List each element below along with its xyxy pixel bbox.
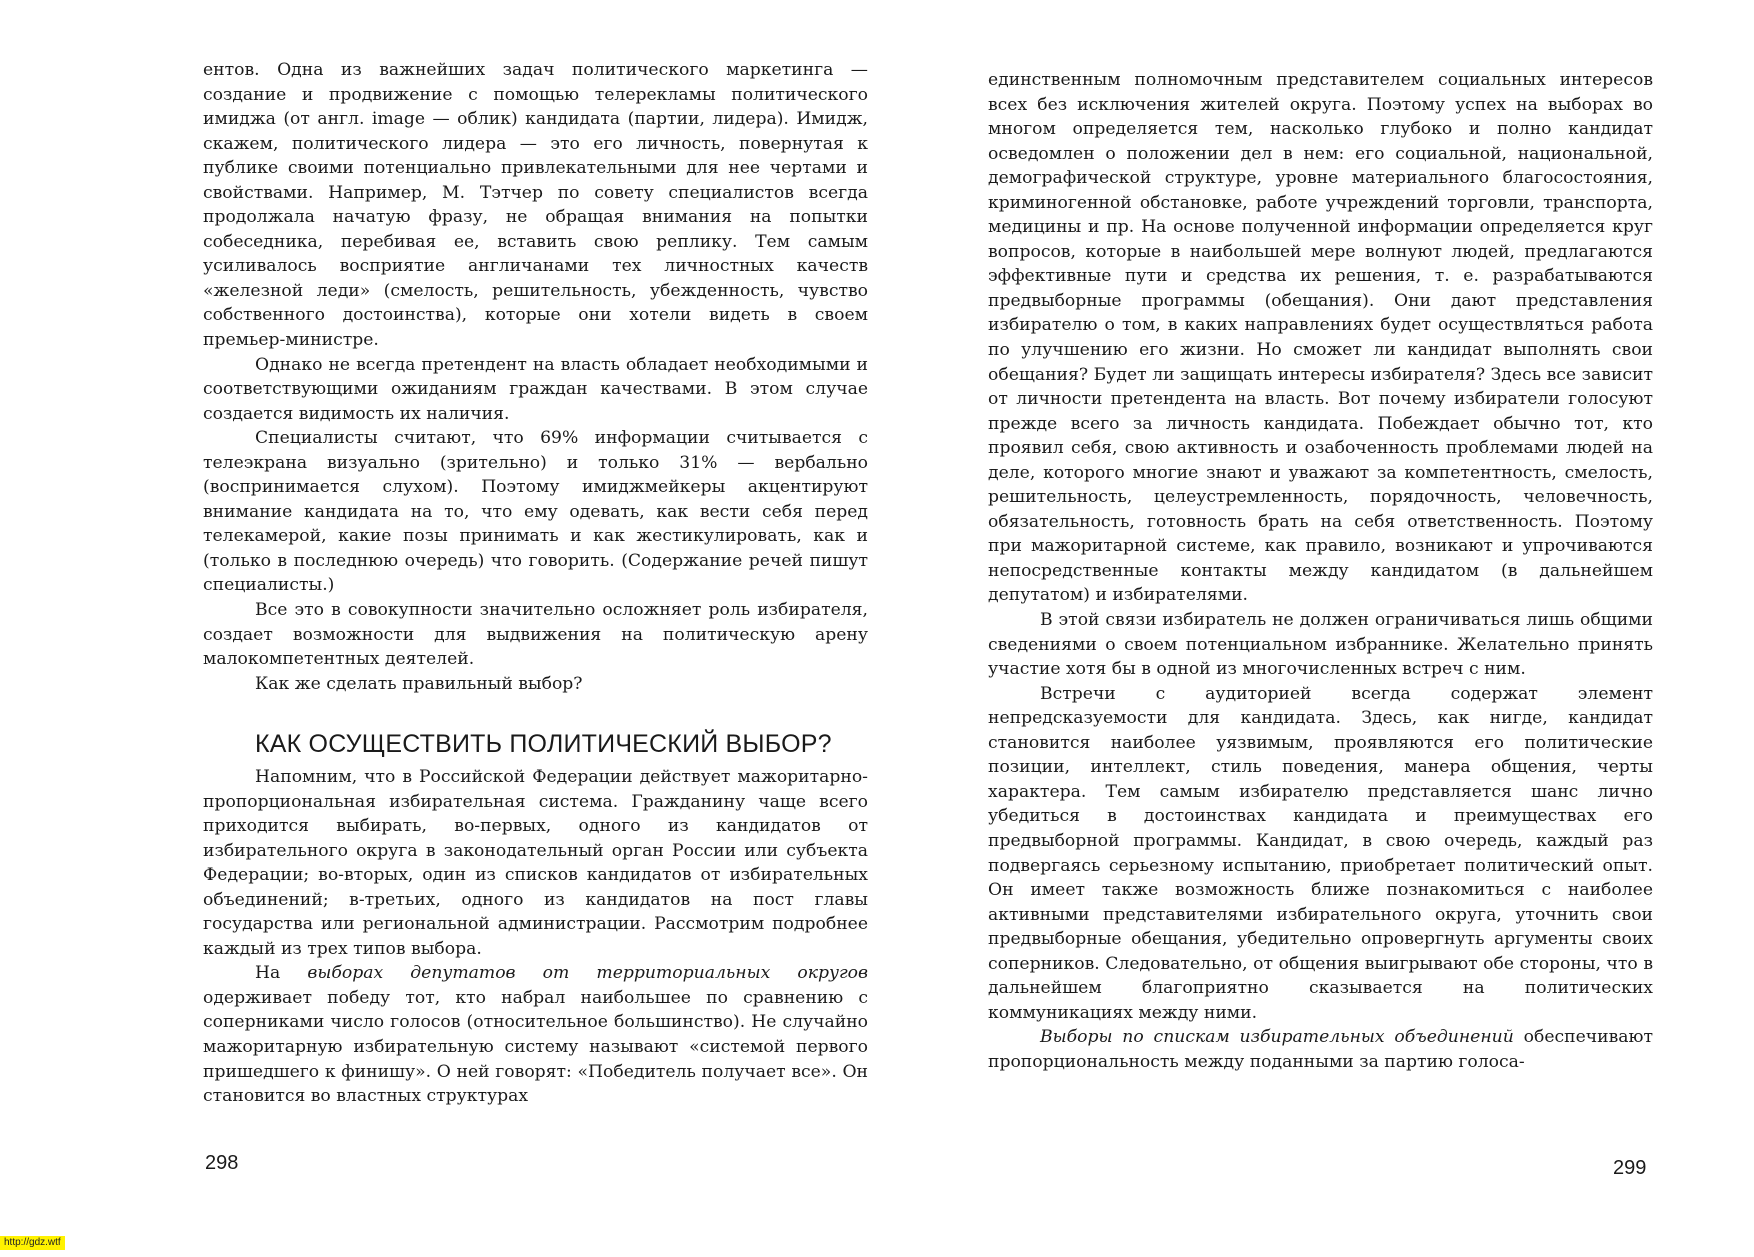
paragraph: Специалисты считают, что 69% информации считывается с телеэкрана визуально (зрительно) и только 31% — вербально (воспринимается слухом). Поэтому имиджмейкеры акцентируют внимание кандидата на то, что ему одевать, как вести себя перед телекамерой, какие позы принимать и как жестикулировать, как и (только в последнюю очередь) что говорить. (Содержание речей пишут специалисты.) bbox=[203, 428, 868, 596]
text-run: обеспечивают пропорциональность между поданными за партию голоса- bbox=[988, 1027, 1653, 1072]
left-body-bottom bbox=[203, 765, 868, 1109]
page-number: 298 bbox=[205, 1152, 239, 1174]
paragraph: Встречи с аудиторией всегда содержат элемент непредсказуемости для кандидата. Здесь, как нигде, кандидат становится наиболее уязвимым, проявляются его политические позиции, интеллект, стиль поведения, манера общения, черты характера. Тем самым избирателю представляется шанс лично убедиться в достоинствах кандидата и преимуществах его предвыборной программы. Кандидат, в свою очередь, каждый раз подвергаясь серьезному испытанию, приобретает политический опыт. Он имеет также возможность ближе познакомиться с наиболее активными представителями избирательного округа, уточнить свои предвыборные обещания, убедительно опровергнуть аргументы своих соперников. Следовательно, от общения выигрывают обе стороны, что в дальнейшем благоприятно сказывается на политических коммуникациях между ними. bbox=[988, 683, 1653, 1023]
right-body bbox=[988, 68, 1653, 1074]
paragraph: В этой связи избиратель не должен ограничиваться лишь общими сведениями о своем потенциальном избраннике. Желательно принять участие хотя бы в одной из многочисленных встреч с ним. bbox=[988, 610, 1653, 680]
paragraph: Как же сделать правильный выбор? bbox=[255, 673, 583, 694]
text-run: На bbox=[255, 963, 308, 984]
italic-term: выборах депутатов от территориальных округов bbox=[307, 963, 868, 984]
paragraph bbox=[988, 1025, 1653, 1074]
page-number: 299 bbox=[1613, 1157, 1647, 1179]
paragraph: Напомним, что в Российской Федерации действует мажоритарно-пропорциональная избирательная система. Гражданину чаще всего приходится выбирать, во-первых, одного из кандидатов от избирательного округа в законодательный орган России или субъекта Федерации; во-вторых, один из списков кандидатов от избирательных объединений; в-третьих, одного из кандидатов на пост главы государства или региональной администрации. Рассмотрим подробнее каждый из трех типов выбора. bbox=[203, 767, 868, 959]
paragraph: Все это в совокупности значительно осложняет роль избирателя, создает возможности для выдвижения на политическую арену малокомпетентных деятелей. bbox=[203, 600, 868, 670]
paragraph: ентов. Одна из важнейших задач политического маркетинга — создание и продвижение с помощью телерекламы политического имиджа (от англ. image — облик) кандидата (партии, лидера). Имидж, скажем, политического лидера — это его личность, повернутая к публике своими потенциально привлекательными для нее чертами и свойствами. Например, М. Тэтчер по совету специалистов всегда продолжала начатую фразу, не обращая внимания на попытки собеседника, перебивая ее, вставить свою реплику. Тем самым усиливалось восприятие англичанами тех личностных качеств «железной леди» (смелость, решительность, убежденность, чувство собственного достоинства), которые они хотели видеть в своем премьер-министре. bbox=[203, 60, 868, 351]
paragraph: Однако не всегда претендент на власть обладает необходимыми и соответствующими ожиданиям граждан качествами. В этом случае создается видимость их наличия. bbox=[203, 354, 868, 424]
paragraph: единственным полномочным представителем социальных интересов всех без исключения жителей округа. Поэтому успех на выборах во многом определяется тем, насколько глубоко и полно кандидат осведомлен о положении дел в нем: его социальной, национальной, демографической структуре, уровне материального благосостояния, криминогенной обстановке, работе учреждений торговли, транспорта, медицины и пр. На основе полученной информации определяется круг вопросов, которые в наибольшей мере волнуют людей, предлагаются эффективные пути и средства их решения, т. е. разрабатываются предвыборные программы (обещания). Они дают представления избирателю о том, в каких направлениях будет осуществляться работа по улучшению его жизни. Но сможет ли кандидат выполнять свои обещания? Будет ли защищать интересы избирателя? Здесь все зависит от личности претендента на власть. Вот почему избиратели голосуют прежде всего за личность кандидата. Побеждает обычно тот, кто проявил себя, свою активность и озабоченность проблемами людей на деле, которого многие знают и уважают за компетентность, смелость, решительность, целеустремленность, порядочность, человечность, обязательность, готовность брать на себя ответственность. Поэтому при мажоритарной системе, как правило, возникают и упрочиваются непосредственные контакты между кандидатом (в дальнейшем депутатом) и избирателями. bbox=[988, 70, 1653, 606]
italic-term: Выборы по спискам избирательных объединений bbox=[1040, 1027, 1514, 1048]
text-run: одерживает победу тот, кто набрал наибольшее по сравнению с соперниками число голосов (относительное большинство). Не случайно мажоритарную избирательную систему называют «системой первого пришедшего к финишу». О ней говорят: «Победитель получает все». Он становится во властных структурах bbox=[203, 987, 868, 1107]
left-body-top bbox=[203, 58, 868, 696]
section-heading: КАК ОСУЩЕСТВИТЬ ПОЛИТИЧЕСКИЙ ВЫБОР? bbox=[255, 730, 832, 758]
paragraph bbox=[203, 961, 868, 1108]
watermark-link[interactable]: http://gdz.wtf bbox=[0, 1236, 65, 1250]
